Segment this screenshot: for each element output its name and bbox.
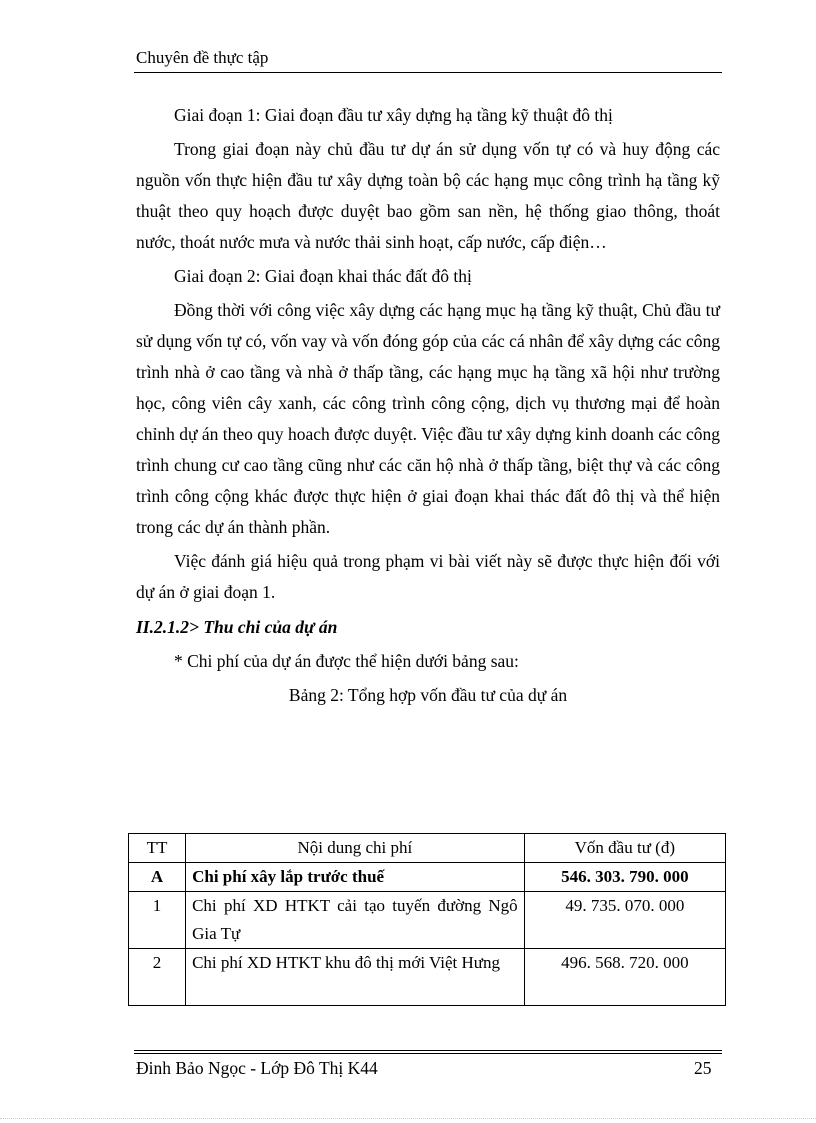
row-value: 49. 735. 070. 000	[524, 892, 725, 949]
phase-2-paragraph: Đồng thời với công việc xây dựng các hạng mục hạ tầng kỹ thuật, Chủ đầu tư sử dụng vốn tự có, vốn vay và vốn đóng góp của các cá nhân để xây dựng các công trình nhà ở cao tầng và nhà ở thấp tầng, các hạng mục hạ tầng xã hội như trường học, công viên cây xanh, các công trình công cộng, dịch vụ thương mại để hoàn chỉnh dự án theo quy hoach được duyệt. Việc đầu tư xây dựng kinh doanh các công trình chung cư cao tầng cũng như các căn hộ nhà ở thấp tầng, biệt thự và các công trình công cộng khác được thực hiện ở giai đoạn khai thác đất đô thị và thể hiện trong các dự án thành phần.	[136, 300, 720, 537]
phase-2-heading: Giai đoạn 2: Giai đoạn khai thác đất đô thị	[174, 266, 472, 286]
table-row	[129, 949, 726, 1006]
header-content: Nội dung chi phí	[186, 834, 525, 863]
table-header-row	[129, 834, 726, 863]
row-tt: 2	[129, 949, 186, 1006]
row-value: 496. 568. 720. 000	[524, 949, 725, 1006]
row-value: 546. 303. 790. 000	[524, 863, 725, 892]
table-intro-note: * Chi phí của dự án được thể hiện dưới bảng sau:	[174, 651, 519, 671]
page-header-title: Chuyên đề thực tập	[136, 48, 269, 67]
phase-1-paragraph: Trong giai đoạn này chủ đầu tư dự án sử dụng vốn tự có và huy động các nguồn vốn thực hiện đầu tư xây dựng toàn bộ các hạng mục công trình hạ tầng kỹ thuật theo quy hoạch được duyệt bao gồm san nền, hệ thống giao thông, thoát nước, thoát nước mưa và nước thải sinh hoạt, cấp nước, cấp điện…	[136, 139, 720, 252]
footer-rule	[134, 1050, 722, 1051]
phase-1-heading: Giai đoạn 1: Giai đoạn đầu tư xây dựng hạ tầng kỹ thuật đô thị	[174, 105, 613, 125]
page-number: 25	[694, 1058, 712, 1078]
section-heading: II.2.1.2> Thu chi của dự án	[136, 617, 338, 637]
row-tt: A	[129, 863, 186, 892]
page-edge	[0, 1118, 816, 1119]
table-caption: Bảng 2: Tổng hợp vốn đầu tư của dự án	[288, 685, 568, 705]
footer-rule	[134, 1053, 722, 1054]
header-rule	[134, 72, 722, 73]
footer-author: Đinh Bảo Ngọc - Lớp Đô Thị K44	[136, 1058, 378, 1078]
table-row	[129, 863, 726, 892]
scope-paragraph: Việc đánh giá hiệu quả trong phạm vi bài viết này sẽ được thực hiện đối với dự án ở giai đoạn 1.	[136, 551, 720, 602]
row-content: Chi phí XD HTKT khu đô thị mới Việt Hưng	[186, 949, 525, 1006]
row-content: Chi phí XD HTKT cải tạo tuyến đường Ngô Gia Tự	[186, 892, 525, 949]
header-value: Vốn đầu tư (đ)	[524, 834, 725, 863]
row-tt: 1	[129, 892, 186, 949]
header-tt: TT	[129, 834, 186, 863]
document-body	[136, 100, 720, 714]
row-content: Chi phí xây lắp trước thuế	[186, 863, 525, 892]
investment-table	[128, 833, 726, 1006]
table-row	[129, 892, 726, 949]
